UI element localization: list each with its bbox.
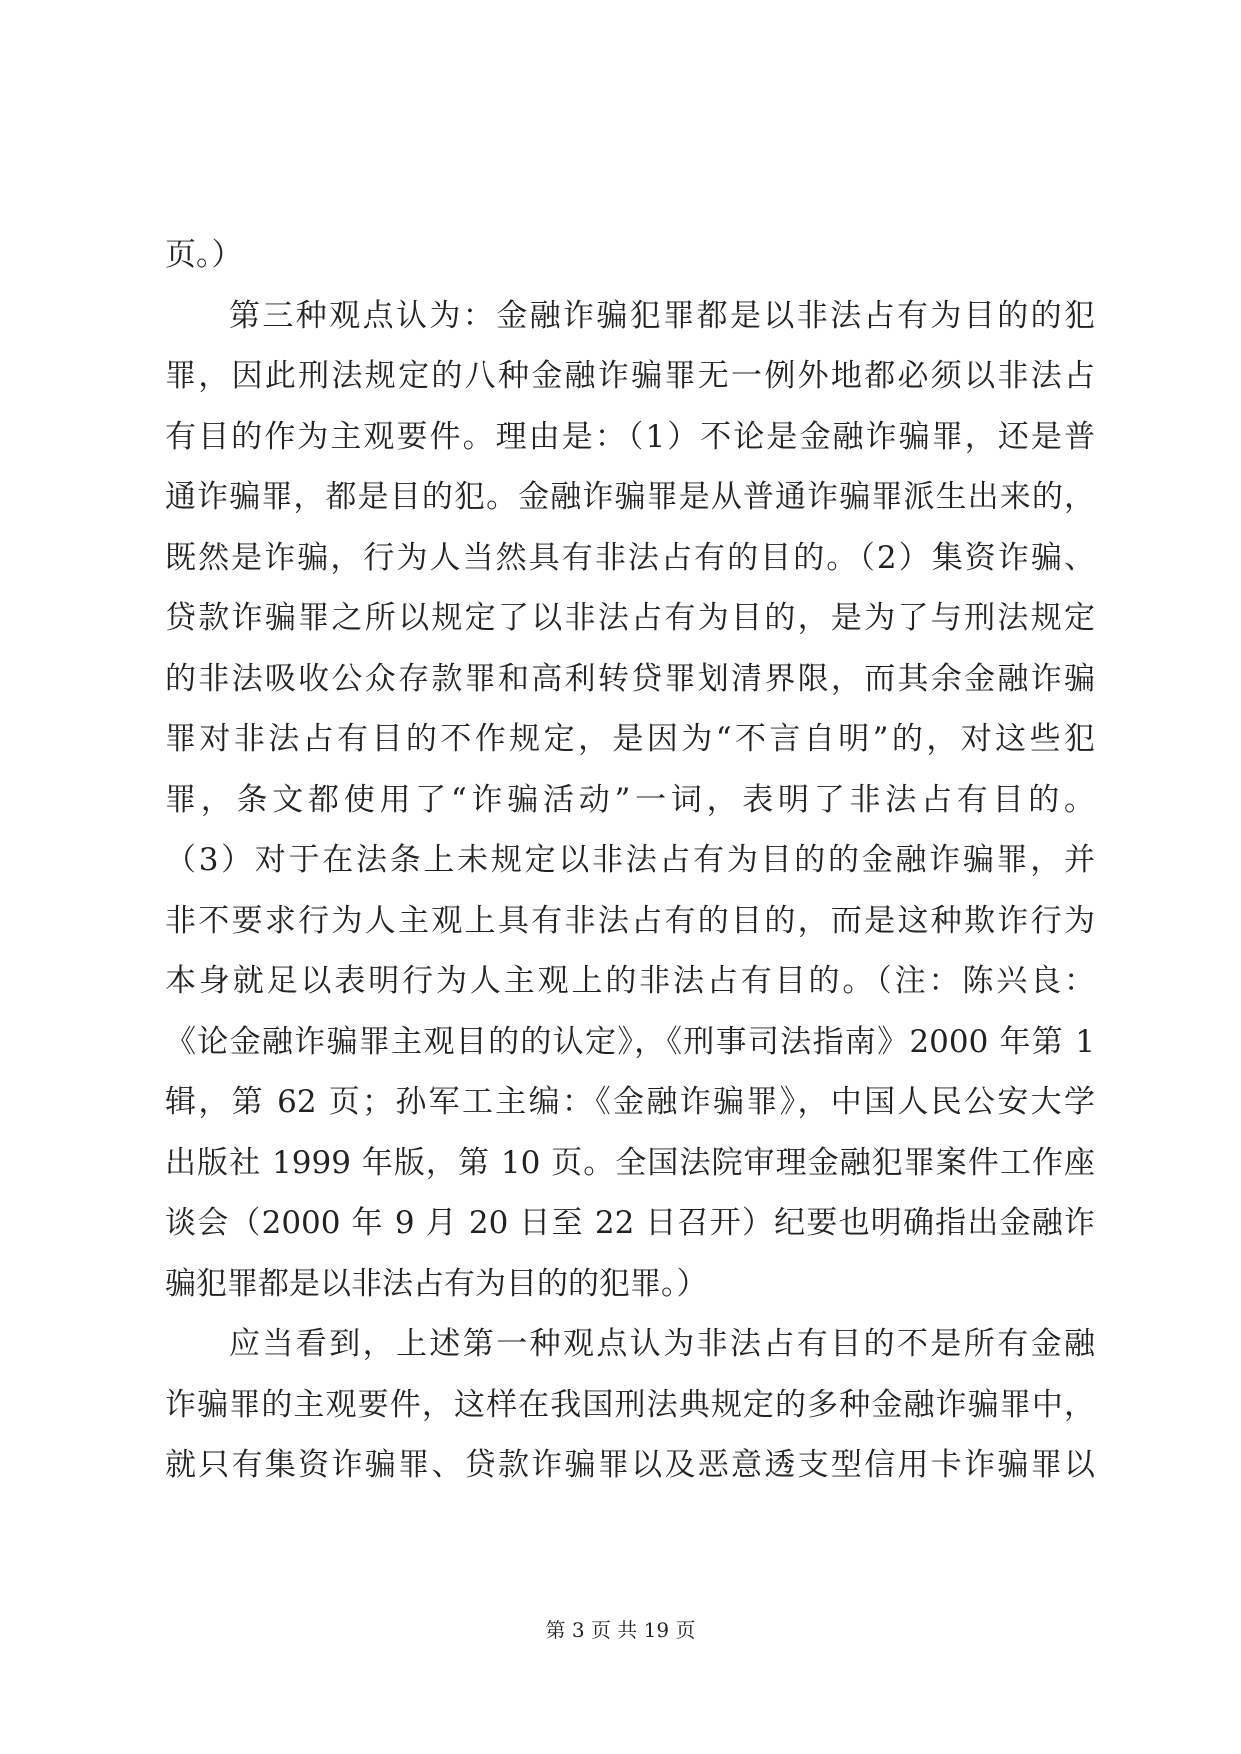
text-line: 通诈骗罪，都是目的犯。金融诈骗罪是从普通诈骗罪派生出来的， [165, 479, 1095, 515]
text-line: 谈会（2000 年 9 月 20 日至 22 日召开）纪要也明确指出金融诈 [165, 1205, 1095, 1241]
text-line: 罪，条文都使用了“诈骗活动”一词，表明了非法占有目的。 [165, 781, 1095, 818]
text-line: 非不要求行为人主观上具有非法占有的目的，而是这种欺诈行为 [165, 902, 1095, 939]
text-line: 贷款诈骗罪之所以规定了以非法占有为目的，是为了与刑法规定 [165, 600, 1095, 636]
text-line: 第三种观点认为：金融诈骗犯罪都是以非法占有为目的的犯 [229, 297, 1095, 334]
text-line: 页。） [165, 237, 243, 273]
text-line: 有目的作为主观要件。理由是：（1）不论是金融诈骗罪，还是普 [165, 418, 1095, 455]
page-footer: 第 3 页 共 19 页 [545, 1618, 696, 1642]
text-line: 诈骗罪的主观要件，这样在我国刑法典规定的多种金融诈骗罪中， [165, 1386, 1095, 1423]
text-line: 本身就足以表明行为人主观上的非法占有目的。（注：陈兴良： [165, 963, 1095, 999]
text-line: 应当看到，上述第一种观点认为非法占有目的不是所有金融 [229, 1326, 1095, 1362]
text-line: 就只有集资诈骗罪、贷款诈骗罪以及恶意透支型信用卡诈骗罪以 [165, 1447, 1095, 1483]
body-text [165, 225, 1095, 1496]
text-line: 罪对非法占有目的不作规定，是因为“不言自明”的，对这些犯 [165, 721, 1095, 757]
text-line: 罪，因此刑法规定的八种金融诈骗罪无一例外地都必须以非法占 [165, 358, 1095, 394]
text-line: （3）对于在法条上未规定以非法占有为目的的金融诈骗罪，并 [165, 842, 1095, 878]
text-line: 骗犯罪都是以非法占有为目的的犯罪。） [165, 1265, 708, 1302]
text-line: 《论金融诈骗罪主观目的的认定》，《刑事司法指南》2000 年第 1 [165, 1023, 1095, 1060]
text-line: 出版社 1999 年版，第 10 页。全国法院审理金融犯罪案件工作座 [165, 1144, 1095, 1181]
text-line: 的非法吸收公众存款罪和高利转贷罪划清界限，而其余金融诈骗 [165, 660, 1095, 697]
text-line: 辑，第 62 页；孙军工主编：《金融诈骗罪》，中国人民公安大学 [165, 1084, 1095, 1120]
text-line: 既然是诈骗，行为人当然具有非法占有的目的。（2）集资诈骗、 [165, 539, 1095, 576]
